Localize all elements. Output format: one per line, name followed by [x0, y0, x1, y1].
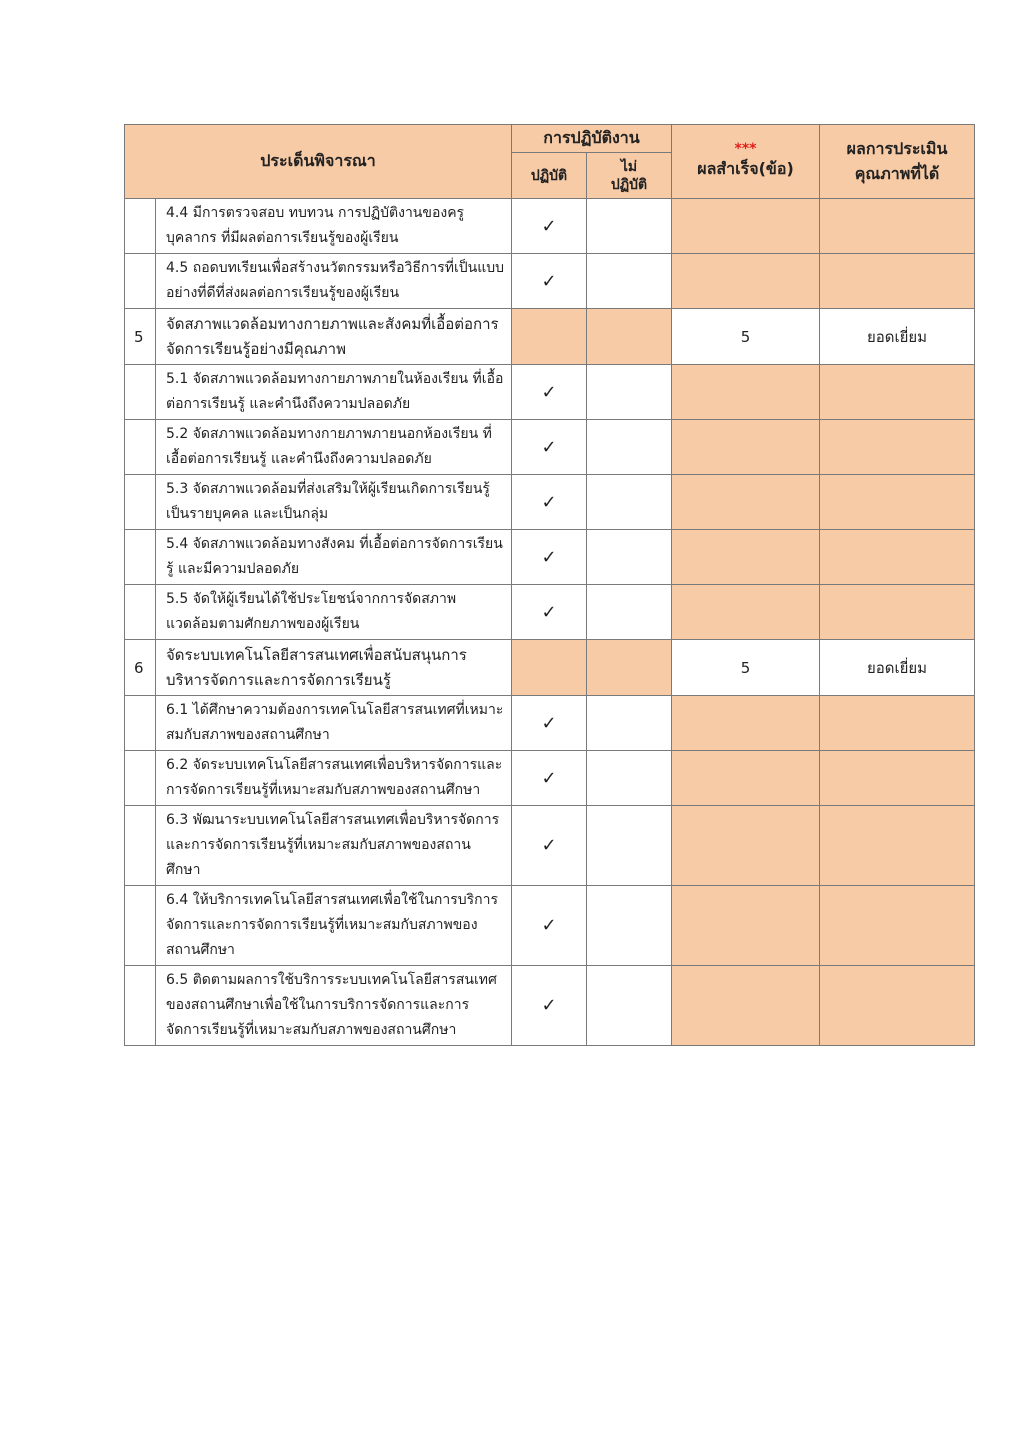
- check-mark-icon: ✓: [512, 420, 587, 475]
- result-cell: [820, 365, 975, 420]
- sub-item-row: [125, 585, 975, 640]
- not-done-cell: [587, 365, 672, 420]
- success-cell: [672, 365, 820, 420]
- sub-item-row: [125, 696, 975, 751]
- success-cell: [672, 966, 820, 1046]
- header-stars: ***: [734, 141, 757, 157]
- check-mark-icon: ✓: [512, 475, 587, 530]
- item-number: [125, 475, 156, 530]
- header-not-done-line1: ไม่: [620, 158, 638, 175]
- check-mark-icon: ✓: [512, 966, 587, 1046]
- not-done-cell: [587, 199, 672, 254]
- success-cell: [672, 199, 820, 254]
- check-mark-icon: ✓: [512, 530, 587, 585]
- header-topic: ประเด็นพิจารณา: [125, 125, 512, 199]
- success-count: 5: [672, 640, 820, 696]
- result-cell: [820, 751, 975, 806]
- success-cell: [672, 254, 820, 309]
- success-cell: [672, 420, 820, 475]
- item-number: [125, 966, 156, 1046]
- table-body: [125, 199, 975, 1046]
- item-number: [125, 530, 156, 585]
- success-cell: [672, 806, 820, 886]
- item-number: 5: [125, 309, 156, 365]
- result-cell: [820, 966, 975, 1046]
- sub-item-row: [125, 886, 975, 966]
- item-number: [125, 696, 156, 751]
- not-done-cell: [587, 254, 672, 309]
- check-mark-icon: ✓: [512, 886, 587, 966]
- result-cell: [820, 886, 975, 966]
- item-text: 4.4 มีการตรวจสอบ ทบทวน การปฏิบัติงานของครู บุคลากร ที่มีผลต่อการเรียนรู้ของผู้เรียน: [156, 199, 512, 254]
- success-cell: [672, 886, 820, 966]
- item-text: 5.1 จัดสภาพแวดล้อมทางกายภาพภายในห้องเรียน ที่เอื้อต่อการเรียนรู้ และคำนึงถึงความปลอดภัย: [156, 365, 512, 420]
- not-done-cell: [587, 640, 672, 696]
- not-done-cell: [587, 966, 672, 1046]
- result-cell: [820, 696, 975, 751]
- item-number: [125, 365, 156, 420]
- item-text: จัดระบบเทคโนโลยีสารสนเทศเพื่อสนับสนุนการบริหารจัดการและการจัดการเรียนรู้: [156, 640, 512, 696]
- not-done-cell: [587, 806, 672, 886]
- success-count: 5: [672, 309, 820, 365]
- header-not-done: [587, 153, 672, 199]
- not-done-cell: [587, 751, 672, 806]
- sub-item-row: [125, 530, 975, 585]
- item-text: 5.3 จัดสภาพแวดล้อมที่ส่งเสริมให้ผู้เรียนเกิดการเรียนรู้เป็นรายบุคคล และเป็นกลุ่ม: [156, 475, 512, 530]
- success-cell: [672, 751, 820, 806]
- done-cell: [512, 640, 587, 696]
- item-number: [125, 886, 156, 966]
- item-number: [125, 199, 156, 254]
- item-text: 6.2 จัดระบบเทคโนโลยีสารสนเทศเพื่อบริหารจัดการและการจัดการเรียนรู้ที่เหมาะสมกับสภาพของสถานศึกษา: [156, 751, 512, 806]
- header-result-line1: ผลการประเมิน: [846, 138, 948, 158]
- main-item-row: [125, 640, 975, 696]
- quality-result: ยอดเยี่ยม: [820, 640, 975, 696]
- result-cell: [820, 530, 975, 585]
- check-mark-icon: ✓: [512, 365, 587, 420]
- not-done-cell: [587, 420, 672, 475]
- result-cell: [820, 420, 975, 475]
- sub-item-row: [125, 199, 975, 254]
- item-text: จัดสภาพแวดล้อมทางกายภาพและสังคมที่เอื้อต่อการจัดการเรียนรู้อย่างมีคุณภาพ: [156, 309, 512, 365]
- not-done-cell: [587, 530, 672, 585]
- sub-item-row: [125, 254, 975, 309]
- result-cell: [820, 475, 975, 530]
- not-done-cell: [587, 475, 672, 530]
- item-text: 6.1 ได้ศึกษาความต้องการเทคโนโลยีสารสนเทศที่เหมาะสมกับสภาพของสถานศึกษา: [156, 696, 512, 751]
- header-result-line2: คุณภาพที่ได้: [854, 163, 940, 183]
- sub-item-row: [125, 475, 975, 530]
- sub-item-row: [125, 751, 975, 806]
- item-number: [125, 806, 156, 886]
- item-number: 6: [125, 640, 156, 696]
- item-number: [125, 254, 156, 309]
- result-cell: [820, 585, 975, 640]
- success-cell: [672, 585, 820, 640]
- header-done: ปฏิบัติ: [512, 153, 587, 199]
- result-cell: [820, 806, 975, 886]
- item-text: 4.5 ถอดบทเรียนเพื่อสร้างนวัตกรรมหรือวิธีการที่เป็นแบบอย่างที่ดีที่ส่งผลต่อการเรียนรู้ของผู้เรียน: [156, 254, 512, 309]
- sub-item-row: [125, 966, 975, 1046]
- item-text: 5.4 จัดสภาพแวดล้อมทางสังคม ที่เอื้อต่อการจัดการเรียนรู้ และมีความปลอดภัย: [156, 530, 512, 585]
- sub-item-row: [125, 420, 975, 475]
- header-success-label: ผลสำเร็จ(ข้อ): [697, 159, 794, 178]
- item-text: 5.2 จัดสภาพแวดล้อมทางกายภาพภายนอกห้องเรียน ที่เอื้อต่อการเรียนรู้ และคำนึงถึงความปลอดภัย: [156, 420, 512, 475]
- sub-item-row: [125, 365, 975, 420]
- result-cell: [820, 199, 975, 254]
- item-number: [125, 420, 156, 475]
- item-number: [125, 585, 156, 640]
- done-cell: [512, 309, 587, 365]
- success-cell: [672, 475, 820, 530]
- not-done-cell: [587, 886, 672, 966]
- success-cell: [672, 696, 820, 751]
- item-text: 6.5 ติดตามผลการใช้บริการระบบเทคโนโลยีสารสนเทศของสถานศึกษาเพื่อใช้ในการบริการจัดการและการจัดการเรียนรู้ที่เหมาะสมกับสภาพของสถานศึกษา: [156, 966, 512, 1046]
- check-mark-icon: ✓: [512, 254, 587, 309]
- check-mark-icon: ✓: [512, 585, 587, 640]
- sub-item-row: [125, 806, 975, 886]
- item-number: [125, 751, 156, 806]
- result-cell: [820, 254, 975, 309]
- check-mark-icon: ✓: [512, 751, 587, 806]
- success-cell: [672, 530, 820, 585]
- check-mark-icon: ✓: [512, 806, 587, 886]
- item-text: 6.4 ให้บริการเทคโนโลยีสารสนเทศเพื่อใช้ในการบริการจัดการและการจัดการเรียนรู้ที่เหมาะสมกับสภาพของสถานศึกษา: [156, 886, 512, 966]
- not-done-cell: [587, 696, 672, 751]
- header-not-done-line2: ปฏิบัติ: [610, 176, 648, 193]
- header-success: [672, 125, 820, 199]
- not-done-cell: [587, 309, 672, 365]
- check-mark-icon: ✓: [512, 199, 587, 254]
- evaluation-table: [124, 124, 975, 1046]
- check-mark-icon: ✓: [512, 696, 587, 751]
- item-text: 5.5 จัดให้ผู้เรียนได้ใช้ประโยชน์จากการจัดสภาพแวดล้อมตามศักยภาพของผู้เรียน: [156, 585, 512, 640]
- not-done-cell: [587, 585, 672, 640]
- quality-result: ยอดเยี่ยม: [820, 309, 975, 365]
- header-result: [820, 125, 975, 199]
- main-item-row: [125, 309, 975, 365]
- header-performance: การปฏิบัติงาน: [512, 125, 672, 153]
- item-text: 6.3 พัฒนาระบบเทคโนโลยีสารสนเทศเพื่อบริหารจัดการและการจัดการเรียนรู้ที่เหมาะสมกับสภาพของสถานศึกษา: [156, 806, 512, 886]
